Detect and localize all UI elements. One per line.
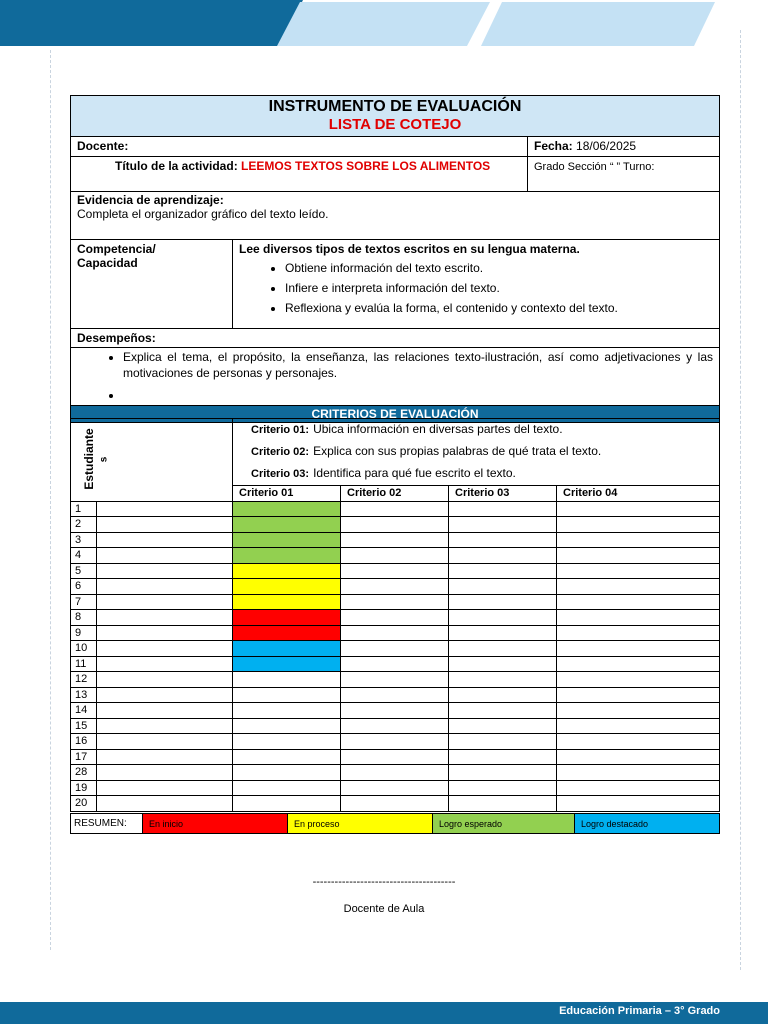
criterio-02-cell	[341, 610, 449, 626]
criterio-01-cell	[233, 594, 341, 610]
fecha-value: 18/06/2025	[576, 139, 637, 153]
fecha-label: Fecha:	[534, 139, 573, 153]
student-name-cell	[97, 517, 233, 533]
page-margin-line-right	[740, 30, 741, 970]
desempenos-list	[71, 349, 713, 405]
criterio-02-cell	[341, 532, 449, 548]
evidencia-label: Evidencia de aprendizaje:	[77, 193, 224, 207]
criterio-02-cell	[341, 548, 449, 564]
criterio-02-cell	[341, 703, 449, 719]
table-row	[71, 765, 720, 781]
criterio-01-cell	[233, 703, 341, 719]
criterio-04-cell	[557, 501, 720, 517]
criterio-03-cell	[449, 625, 557, 641]
criterio-03-cell	[449, 703, 557, 719]
criterio-04-cell	[557, 734, 720, 750]
row-number: 7	[71, 594, 97, 610]
criterio-04-cell	[557, 796, 720, 812]
criterio-04-cell	[557, 548, 720, 564]
student-name-cell	[97, 501, 233, 517]
criterio-02-cell	[341, 594, 449, 610]
student-name-cell	[97, 796, 233, 812]
criterio-02-cell	[341, 641, 449, 657]
signature-label: Docente de Aula	[343, 903, 425, 915]
competencia-label-cell	[71, 240, 233, 329]
resumen-legend	[70, 813, 720, 834]
criterio-03-cell	[449, 796, 557, 812]
legend-logro-destacado: Logro destacado	[575, 814, 720, 834]
student-name-cell	[97, 610, 233, 626]
criterio-02-cell	[341, 749, 449, 765]
criterio-line: Criterio 03: Identifica para qué fue escrito el texto.	[251, 466, 516, 480]
criterio-01-cell	[233, 796, 341, 812]
criterio-03-cell	[449, 501, 557, 517]
row-number: 16	[71, 734, 97, 750]
evidencia-text: Completa el organizador gráfico del texto leído.	[77, 207, 329, 221]
titulo-cell	[71, 157, 528, 192]
student-name-cell	[97, 594, 233, 610]
list-item: • Obtiene información del texto escrito.	[285, 258, 713, 278]
row-number: 10	[71, 641, 97, 657]
table-row	[71, 687, 720, 703]
criterio-02-cell	[341, 718, 449, 734]
student-name-cell	[97, 672, 233, 688]
row-number: 9	[71, 625, 97, 641]
table-row	[71, 672, 720, 688]
table-row	[71, 625, 720, 641]
row-number: 1	[71, 501, 97, 517]
legend-logro-esperado: Logro esperado	[433, 814, 575, 834]
titulo-label: Título de la actividad:	[115, 159, 238, 173]
criterio-01-cell	[233, 656, 341, 672]
legend-en-inicio: En inicio	[143, 814, 288, 834]
criterio-02-cell	[341, 563, 449, 579]
criterio-02-cell	[341, 517, 449, 533]
criterio-02-cell	[341, 672, 449, 688]
student-rows	[71, 501, 720, 811]
row-number: 3	[71, 532, 97, 548]
row-number: 2	[71, 517, 97, 533]
criterio-04-cell	[557, 579, 720, 595]
student-name-cell	[97, 687, 233, 703]
column-header: Criterio 04	[557, 486, 720, 502]
criterio-04-cell	[557, 703, 720, 719]
row-number: 17	[71, 749, 97, 765]
criterio-04-cell	[557, 517, 720, 533]
criterio-03-cell	[449, 579, 557, 595]
criterio-03-cell	[449, 610, 557, 626]
criterio-01-cell	[233, 734, 341, 750]
criterio-01-cell	[233, 765, 341, 781]
criterio-03-cell	[449, 532, 557, 548]
column-header: Criterio 01	[233, 486, 341, 502]
criterio-01-cell	[233, 610, 341, 626]
page-margin-line-left	[50, 50, 51, 950]
row-number: 14	[71, 703, 97, 719]
column-header: Criterio 02	[341, 486, 449, 502]
list-item: • Infiere e interpreta información del texto.	[285, 278, 713, 298]
estudiantes-label-2: s	[98, 456, 110, 463]
student-name-cell	[97, 563, 233, 579]
table-row	[71, 749, 720, 765]
criterio-04-cell	[557, 672, 720, 688]
footer-text: Educación Primaria – 3° Grado	[559, 1005, 720, 1017]
table-row	[71, 734, 720, 750]
criterio-04-cell	[557, 532, 720, 548]
criterio-02-cell	[341, 780, 449, 796]
criterios-band: CRITERIOS DE EVALUACIÓN	[71, 406, 720, 423]
criterio-03-cell	[449, 734, 557, 750]
student-name-cell	[97, 656, 233, 672]
criterio-04-cell	[557, 687, 720, 703]
column-header: Criterio 03	[449, 486, 557, 502]
criterio-04-cell	[557, 749, 720, 765]
competencia-content	[233, 240, 720, 329]
list-item: • Explica el tema, el propósito, la enseñanza, las relaciones texto-ilustración, así como adjetivaciones y las motivaciones de personas y personajes.	[123, 349, 713, 381]
row-number: 20	[71, 796, 97, 812]
criterio-02-cell	[341, 656, 449, 672]
table-row	[71, 796, 720, 812]
table-row	[71, 718, 720, 734]
row-number: 15	[71, 718, 97, 734]
criterio-03-cell	[449, 687, 557, 703]
criterio-03-cell	[449, 718, 557, 734]
criterio-01-cell	[233, 687, 341, 703]
student-name-cell	[97, 625, 233, 641]
row-number: 5	[71, 563, 97, 579]
student-name-cell	[97, 532, 233, 548]
desempenos-label: Desempeños:	[71, 329, 720, 348]
criterio-03-cell	[449, 672, 557, 688]
document-subtitle: LISTA DE COTEJO	[328, 116, 462, 133]
document-header	[71, 96, 720, 137]
student-name-cell	[97, 579, 233, 595]
student-name-cell	[97, 548, 233, 564]
criterio-04-cell	[557, 656, 720, 672]
row-number: 13	[71, 687, 97, 703]
competencia-label-2: Capacidad	[77, 256, 138, 270]
table-row	[71, 703, 720, 719]
fecha-cell	[528, 137, 720, 157]
signature-line: ---------------------------------------	[312, 876, 456, 888]
grado-cell: Grado Sección “ ” Turno:	[528, 157, 720, 192]
criterio-03-cell	[449, 765, 557, 781]
criterio-01-cell	[233, 718, 341, 734]
criterio-04-cell	[557, 625, 720, 641]
table-row	[71, 610, 720, 626]
docente-cell: Docente:	[71, 137, 528, 157]
criterio-02-cell	[341, 579, 449, 595]
table-row	[71, 532, 720, 548]
row-number: 6	[71, 579, 97, 595]
criterio-04-cell	[557, 718, 720, 734]
table-row	[71, 594, 720, 610]
criterio-01-cell	[233, 579, 341, 595]
criterio-02-cell	[341, 765, 449, 781]
table-row	[71, 563, 720, 579]
row-number: 19	[71, 780, 97, 796]
criterio-04-cell	[557, 610, 720, 626]
competencia-heading: Lee diversos tipos de textos escritos en su lengua materna.	[239, 242, 580, 256]
evidencia-cell	[71, 192, 720, 240]
legend-en-proceso: En proceso	[288, 814, 433, 834]
criterio-01-cell	[233, 532, 341, 548]
row-number: 12	[71, 672, 97, 688]
criterio-01-cell	[233, 548, 341, 564]
criterio-02-cell	[341, 625, 449, 641]
criterio-02-cell	[341, 687, 449, 703]
table-row	[71, 780, 720, 796]
list-item: • Reflexiona y evalúa la forma, el contenido y contexto del texto.	[285, 298, 713, 318]
criterio-01-cell	[233, 672, 341, 688]
criterio-03-cell	[449, 517, 557, 533]
criterio-03-cell	[449, 780, 557, 796]
table-row	[71, 641, 720, 657]
student-name-cell	[97, 718, 233, 734]
row-number: 28	[71, 765, 97, 781]
capacidades-list	[239, 258, 713, 318]
criterio-04-cell	[557, 563, 720, 579]
table-row	[71, 579, 720, 595]
criterio-01-cell	[233, 780, 341, 796]
criterio-02-cell	[341, 501, 449, 517]
student-name-cell	[97, 734, 233, 750]
estudiantes-label-1: Estudiante	[82, 428, 96, 490]
criterio-03-cell	[449, 548, 557, 564]
criterio-01-cell	[233, 563, 341, 579]
list-item	[123, 385, 713, 405]
table-row	[71, 548, 720, 564]
titulo-value: LEEMOS TEXTOS SOBRE LOS ALIMENTOS	[241, 159, 491, 173]
criterio-01-cell	[233, 517, 341, 533]
row-number: 11	[71, 656, 97, 672]
table-row	[71, 656, 720, 672]
criterio-01-cell	[233, 501, 341, 517]
criterio-03-cell	[449, 641, 557, 657]
footer-bar	[0, 1002, 768, 1024]
table-row	[71, 501, 720, 517]
criterio-01-cell	[233, 749, 341, 765]
student-name-cell	[97, 703, 233, 719]
criterio-03-cell	[449, 656, 557, 672]
evaluation-table	[70, 95, 720, 423]
criterio-04-cell	[557, 641, 720, 657]
student-name-cell	[97, 749, 233, 765]
criterio-line: Criterio 01: Ubica información en diversas partes del texto.	[251, 422, 563, 436]
criterio-03-cell	[449, 594, 557, 610]
criterio-03-cell	[449, 563, 557, 579]
criterio-04-cell	[557, 780, 720, 796]
criterio-03-cell	[449, 749, 557, 765]
criterio-01-cell	[233, 641, 341, 657]
document-title: INSTRUMENTO DE EVALUACIÓN	[268, 98, 522, 115]
estudiantes-header	[71, 419, 233, 502]
competencia-label-1: Competencia/	[77, 242, 156, 256]
student-name-cell	[97, 641, 233, 657]
row-number: 8	[71, 610, 97, 626]
criterio-02-cell	[341, 734, 449, 750]
criterio-04-cell	[557, 594, 720, 610]
desempenos-content	[71, 348, 720, 406]
students-grid	[70, 418, 720, 812]
student-name-cell	[97, 780, 233, 796]
criterio-02-cell	[341, 796, 449, 812]
criterios-descriptions	[233, 419, 720, 486]
criterio-04-cell	[557, 765, 720, 781]
criterio-01-cell	[233, 625, 341, 641]
criterio-line: Criterio 02: Explica con sus propias palabras de qué trata el texto.	[251, 444, 602, 458]
student-name-cell	[97, 765, 233, 781]
header-decoration	[0, 0, 768, 48]
resumen-label: RESUMEN:	[71, 814, 143, 834]
row-number: 4	[71, 548, 97, 564]
table-row	[71, 517, 720, 533]
